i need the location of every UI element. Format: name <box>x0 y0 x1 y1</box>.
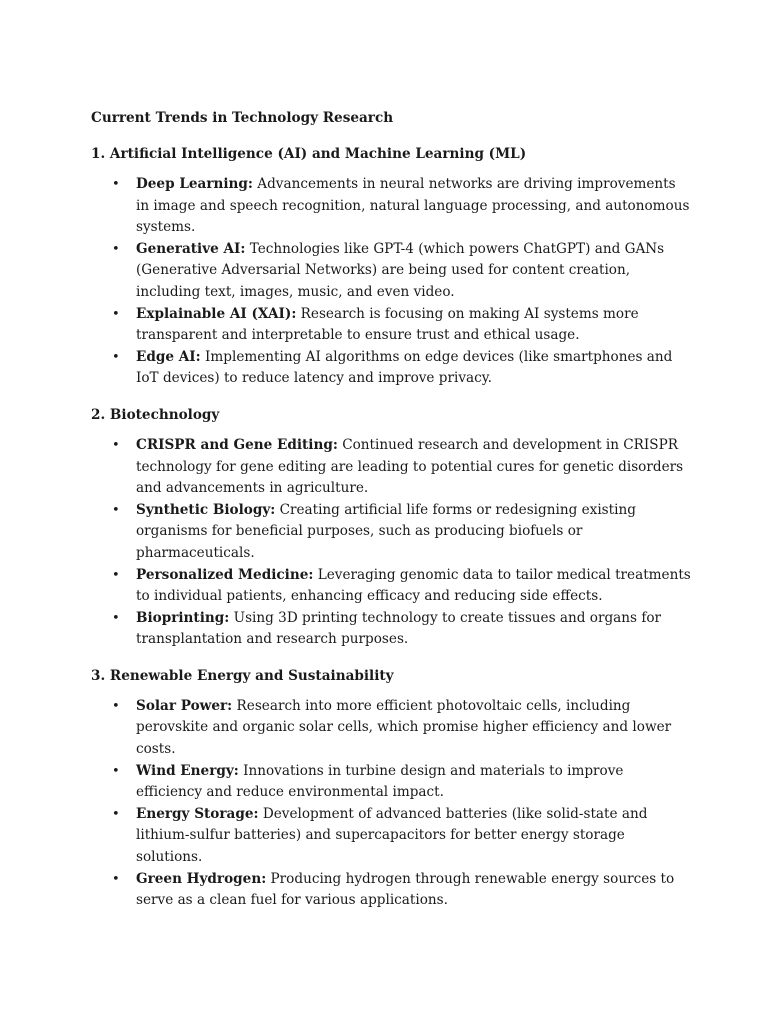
item-term: Explainable AI (XAI): <box>136 305 297 322</box>
item-text: Technologies like GPT-4 (which powers ChatGPT) and GANs (Generative Adversarial Networks) are being used for content creation, including text, images, music, and even video. <box>136 240 665 300</box>
list-item <box>91 804 691 869</box>
item-text: Implementing AI algorithms on edge devices (like smartphones and IoT devices) to reduce latency and improve privacy. <box>136 348 673 387</box>
bullet-icon: • <box>112 241 120 257</box>
list-item <box>91 565 691 608</box>
bullet-icon: • <box>112 177 120 192</box>
document-title: Current Trends in Technology Research <box>91 110 394 126</box>
item-term: Wind Energy: <box>136 762 239 779</box>
list-item <box>91 500 691 565</box>
item-text: Development of advanced batteries (like solid-state and lithium-sulfur batteries) and supercapacitors for better energy storage solutions. <box>136 805 648 866</box>
item-text: Creating artificial life forms or redesigning existing organisms for beneficial purposes, such as producing biofuels or pharmaceuticals. <box>136 501 636 561</box>
list-item <box>91 608 691 651</box>
item-text: Research into more efficient photovoltaic cells, including perovskite and organic solar cells, which promise higher efficiency and lower costs. <box>136 697 672 758</box>
list-item <box>91 435 691 500</box>
section-renewable-energy <box>91 666 691 912</box>
document-content <box>91 108 691 927</box>
bullet-icon: • <box>112 502 120 518</box>
bullet-list <box>91 435 691 651</box>
item-term: Green Hydrogen: <box>136 870 267 887</box>
list-item <box>91 304 691 347</box>
item-term: Generative AI: <box>136 240 246 257</box>
list-item <box>91 869 691 912</box>
bullet-icon: • <box>112 567 120 583</box>
section-heading: 2. Biotechnology <box>91 406 220 423</box>
item-term: Solar Power: <box>136 697 233 714</box>
list-item <box>91 761 691 804</box>
bullet-list <box>91 174 691 390</box>
section-biotechnology <box>91 405 691 651</box>
bullet-icon: • <box>112 349 120 365</box>
bullet-icon: • <box>112 698 120 714</box>
item-term: Synthetic Biology: <box>136 501 276 518</box>
item-text: Producing hydrogen through renewable energy sources to serve as a clean fuel for various applications. <box>136 870 675 909</box>
item-term: Energy Storage: <box>136 805 259 822</box>
item-text: Innovations in turbine design and materials to improve efficiency and reduce environmental impact. <box>136 762 624 801</box>
bullet-icon: • <box>112 610 120 626</box>
section-ai-ml <box>91 144 691 390</box>
list-item <box>91 347 691 390</box>
item-term: CRISPR and Gene Editing: <box>136 436 338 453</box>
bullet-icon: • <box>112 306 120 322</box>
item-text: Using 3D printing technology to create tissues and organs for transplantation and research purposes. <box>136 609 662 648</box>
section-heading: 1. Artificial Intelligence (AI) and Machine Learning (ML) <box>91 146 527 162</box>
bullet-icon: • <box>112 871 120 887</box>
bullet-icon: • <box>112 763 120 779</box>
item-term: Personalized Medicine: <box>136 566 314 583</box>
item-term: Deep Learning: <box>136 176 253 192</box>
bullet-list <box>91 696 691 912</box>
list-item <box>91 239 691 304</box>
list-item <box>91 696 691 761</box>
item-text: Research is focusing on making AI systems more transparent and interpretable to ensure trust and ethical usage. <box>136 305 639 344</box>
list-item <box>91 174 691 239</box>
section-heading: 3. Renewable Energy and Sustainability <box>91 667 394 684</box>
item-text: Leveraging genomic data to tailor medical treatments to individual patients, enhancing efficacy and reducing side effects. <box>136 566 691 605</box>
item-term: Edge AI: <box>136 348 201 365</box>
item-text: Continued research and development in CRISPR technology for gene editing are leading to potential cures for genetic disorders and advancements in agriculture. <box>136 436 684 497</box>
item-text: Advancements in neural networks are driving improvements in image and speech recognition, natural language processing, and autonomous systems. <box>136 176 690 236</box>
item-term: Bioprinting: <box>136 609 230 626</box>
bullet-icon: • <box>112 437 120 453</box>
bullet-icon: • <box>112 806 120 822</box>
